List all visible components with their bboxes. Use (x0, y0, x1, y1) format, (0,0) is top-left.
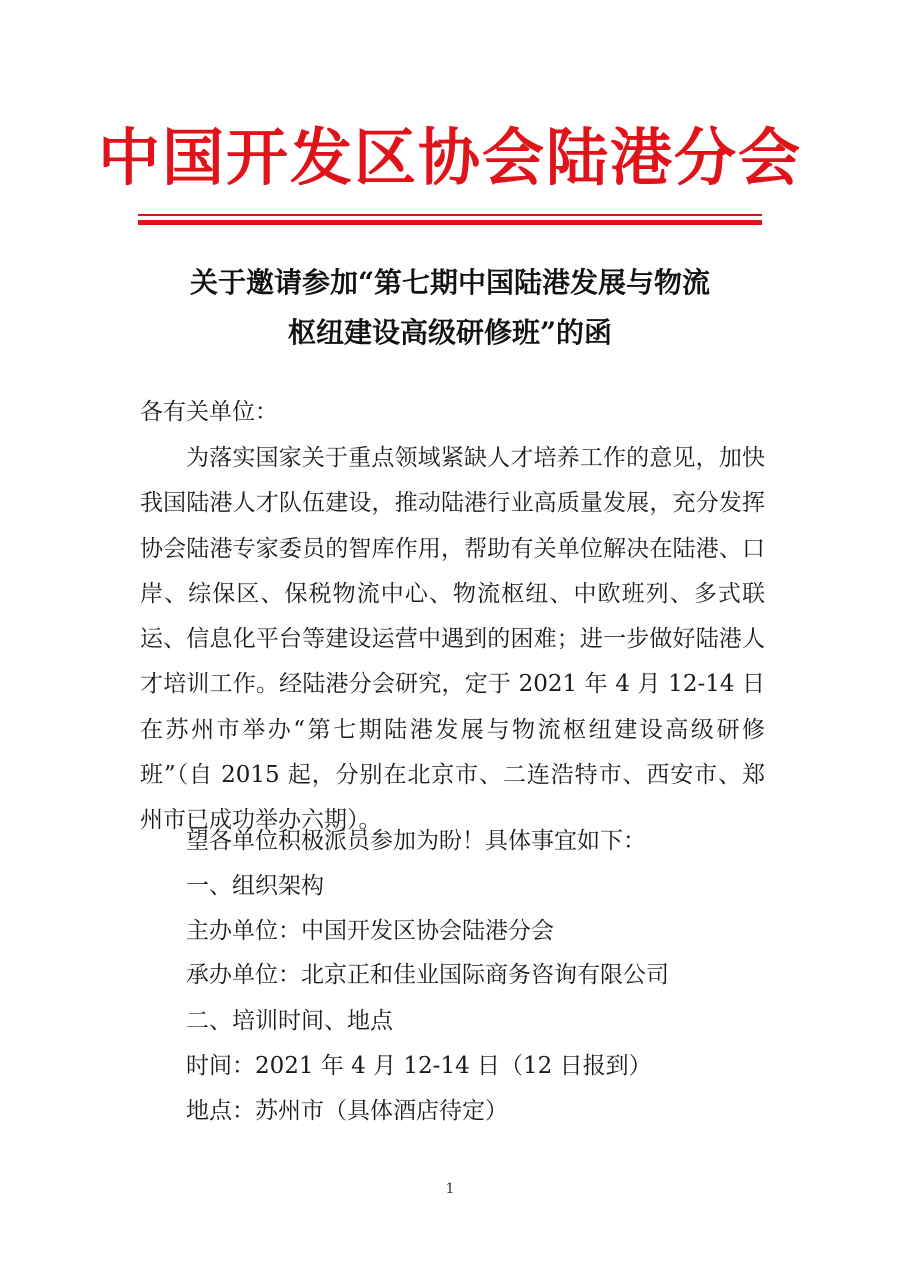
salutation: 各有关单位： (140, 399, 278, 425)
header-divider-thick (138, 220, 762, 225)
section-heading-time-location: 二、培训时间、地点 (186, 1008, 393, 1034)
document-title-line-2: 枢纽建设高级研修班”的函 (287, 316, 613, 349)
document-title-line-1: 关于邀请参加“第七期中国陆港发展与物流 (189, 266, 711, 299)
section-heading-organization: 一、组织架构 (186, 873, 324, 899)
body-paragraph: 为落实国家关于重点领域紧缺人才培养工作的意见，加快我国陆港人才队伍建设，推动陆港行业高质量发展，充分发挥协会陆港专家委员的智库作用，帮助有关单位解决在陆港、口岸、综保区、保税物流中心、物流枢纽、中欧班列、多式联运、信息化平台等建设运营中遇到的困难；进一步做好陆港人才培训工作。经陆港分会研究，定于 2021 年 4 月 12-14 日在苏州市举办“第七期陆港发展与物流枢纽建设高级研修班”（自 2015 起，分别在北京市、二连浩特市、西安市、郑州市已成功举办六期）。 (140, 445, 765, 834)
co-organizer-line: 承办单位：北京正和佳业国际商务咨询有限公司 (186, 962, 669, 988)
invitation-line: 望各单位积极派员参加为盼！具体事宜如下： (186, 828, 646, 854)
time-line: 时间：2021 年 4 月 12-14 日（12 日报到） (186, 1053, 652, 1079)
location-line: 地点：苏州市（具体酒店待定） (186, 1098, 508, 1124)
organizer-line: 主办单位：中国开发区协会陆港分会 (186, 918, 554, 944)
org-masthead: 中国开发区协会陆港分会 (97, 121, 802, 194)
page-number: 1 (445, 1181, 455, 1197)
header-divider-thin (138, 214, 762, 216)
